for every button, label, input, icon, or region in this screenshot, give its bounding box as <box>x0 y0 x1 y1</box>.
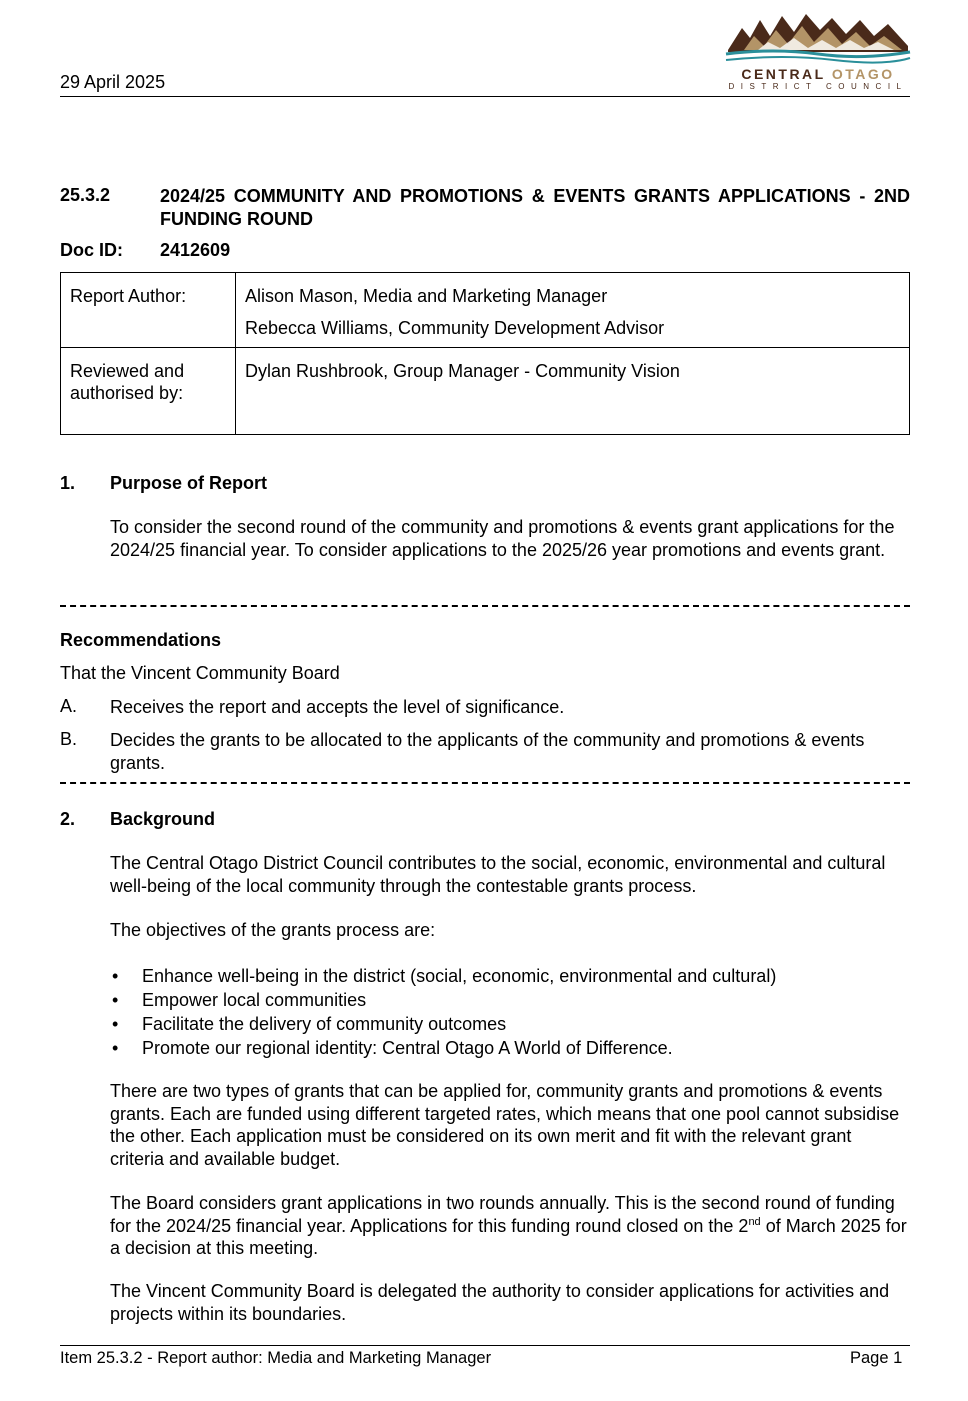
author-row <box>61 273 910 348</box>
dashed-divider <box>60 605 910 607</box>
doc-id-value: 2412609 <box>160 240 231 260</box>
recommendation-a-letter: A. <box>60 696 78 716</box>
background-para-4: The Board considers grant applications in two rounds annually. This is the second round of funding for the 2024/25 financial year. Applications for this funding round closed on the 2nd of March 2025 for a decision at this meeting. <box>110 1193 907 1258</box>
report-date: 29 April 2025 <box>60 72 166 92</box>
purpose-text: To consider the second round of the community and promotions & events grant applications for the 2024/25 financial year. To consider applications to the 2025/26 year promotions and events grant. <box>110 517 895 560</box>
mountains-logo-icon <box>724 10 912 66</box>
recommendation-b-text: Decides the grants to be allocated to the applicants of the community and promotions & events grants. <box>110 730 865 773</box>
section-2-title: Background <box>110 809 216 829</box>
author-2: Rebecca Williams, Community Development Advisor <box>245 318 665 338</box>
logo-name: CENTRAL OTAGO <box>741 66 895 82</box>
reviewer-row <box>61 348 910 435</box>
reviewer-label: Reviewed and authorised by: <box>61 348 236 435</box>
dashed-divider <box>60 782 910 784</box>
list-item: • Facilitate the delivery of community outcomes <box>112 1014 507 1034</box>
logo-subtitle: DISTRICT COUNCIL <box>728 82 908 91</box>
bullet-icon: • <box>112 990 119 1010</box>
author-names <box>236 273 910 348</box>
list-item: • Enhance well-being in the district (social, economic, environmental and cultural) <box>112 966 777 986</box>
item-number: 25.3.2 <box>60 185 111 205</box>
bullet-icon: • <box>112 1038 119 1058</box>
recommendation-b-letter: B. <box>60 729 78 749</box>
recommendation-a-text: Receives the report and accepts the level of significance. <box>110 697 565 717</box>
page-number: Page 1 <box>850 1349 903 1367</box>
objectives-list <box>110 964 910 1060</box>
section-2-number: 2. <box>60 809 76 829</box>
item-title: 2024/25 COMMUNITY AND PROMOTIONS & EVENTS GRANTS APPLICATIONS - 2ND FUNDING ROUND <box>160 186 910 229</box>
recommendations-title: Recommendations <box>60 630 222 650</box>
bullet-icon: • <box>112 966 119 986</box>
recommendations-intro: That the Vincent Community Board <box>60 663 340 683</box>
header-divider <box>60 96 910 97</box>
reviewer-name: Dylan Rushbrook, Group Manager - Community Vision <box>236 348 910 435</box>
background-para-1: The Central Otago District Council contributes to the social, economic, environmental and cultural well-being of the local community through the contestable grants process. <box>110 853 886 896</box>
bullet-icon: • <box>112 1014 119 1034</box>
background-para-2: The objectives of the grants process are: <box>110 920 436 940</box>
footer-divider <box>60 1345 910 1346</box>
authors-table <box>60 272 910 435</box>
list-item: • Empower local communities <box>112 990 367 1010</box>
footer-item-info: Item 25.3.2 - Report author: Media and Marketing Manager <box>60 1349 492 1367</box>
background-para-3: There are two types of grants that can be applied for, community grants and promotions & events grants. Each are funded using different targeted rates, which means that one pool cannot subsidise the other. Each application must be considered on its own merit and fit with the relevant grant criteria and available budget. <box>110 1081 900 1169</box>
list-item: • Promote our regional identity: Central Otago A World of Difference. <box>112 1038 673 1058</box>
section-1-title: Purpose of Report <box>110 473 268 493</box>
section-1-number: 1. <box>60 473 76 493</box>
background-para-5: The Vincent Community Board is delegated the authority to consider applications for activities and projects within its boundaries. <box>110 1281 890 1324</box>
author-1: Alison Mason, Media and Marketing Manager <box>245 286 608 306</box>
author-label: Report Author: <box>61 273 236 348</box>
doc-id-label: Doc ID: <box>60 240 123 260</box>
